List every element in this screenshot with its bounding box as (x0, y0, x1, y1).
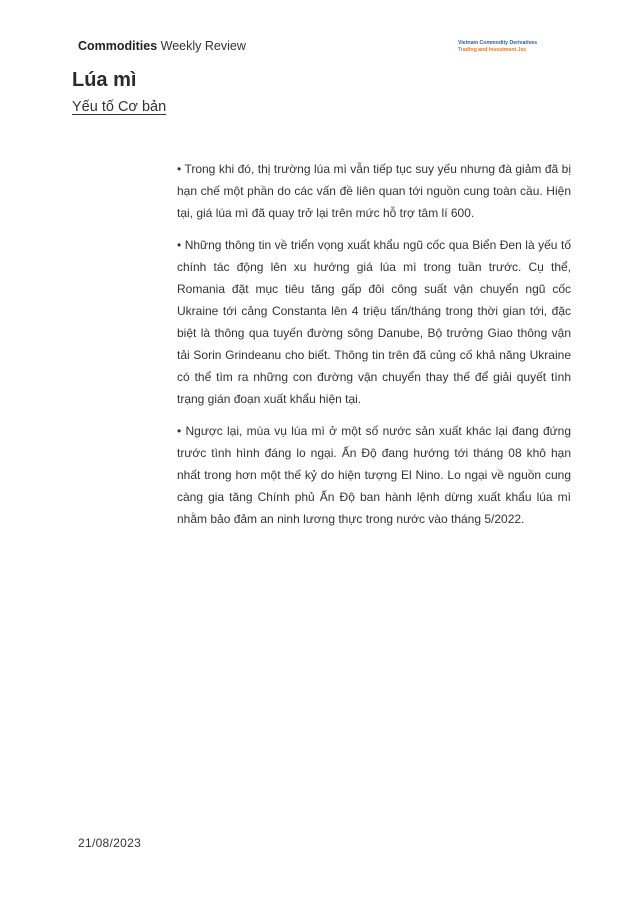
page-subtitle: Yếu tố Cơ bản (72, 99, 167, 115)
footer-date: 21/08/2023 (78, 836, 142, 850)
logo-line-1: Vietnam Commodity Derivatives (458, 40, 538, 46)
article-body (177, 158, 571, 540)
paragraph: • Ngược lại, mùa vụ lúa mì ở một số nước sản xuất khác lại đang đứng trước tình hình đáng lo ngại. Ấn Độ đang hướng tới tháng 08 khô hạn nhất trong hơn một thế kỷ do hiện tượng El Nino. Lo ngại về nguồn cung càng gia tăng Chính phủ Ấn Độ ban hành lệnh dừng xuất khẩu lúa mì nhằm bảo đảm an ninh lương thực trong nước vào tháng 5/2022. (177, 424, 571, 526)
header-title-bold: Commodities (78, 39, 158, 53)
paragraph: • Những thông tin về triển vọng xuất khẩu ngũ cốc qua Biển Đen là yếu tố chính tác động lên xu hướng giá lúa mì trong tuần trước. Cụ thể, Romania đặt mục tiêu tăng gấp đôi công suất vận chuyển ngũ cốc Ukraine tới cảng Constanta lên 4 triệu tấn/tháng trong thời gian tới, đặc biệt là thông qua tuyến đường sông Danube, Bộ trưởng Giao thông vận tải Sorin Grindeanu cho biết. Thông tin trên đã củng cố khả năng Ukraine có thể tìm ra những con đường vận chuyển thay thế để giải quyết tình trạng gián đoạn xuất khẩu hiện tại. (177, 238, 571, 406)
paragraph: • Trong khi đó, thị trường lúa mì vẫn tiếp tục suy yếu nhưng đà giảm đã bị hạn chế một phần do các vấn đề liên quan tới nguồn cung toàn cầu. Hiện tại, giá lúa mì đã quay trở lại trên mức hỗ trợ tâm lí 600. (177, 162, 571, 220)
logo-line-2: Trading and Investment Jsc (458, 46, 527, 53)
page-title: Lúa mì (72, 69, 137, 91)
report-header (78, 39, 246, 53)
header-title-rest: Weekly Review (157, 39, 246, 53)
company-logo (458, 40, 537, 53)
